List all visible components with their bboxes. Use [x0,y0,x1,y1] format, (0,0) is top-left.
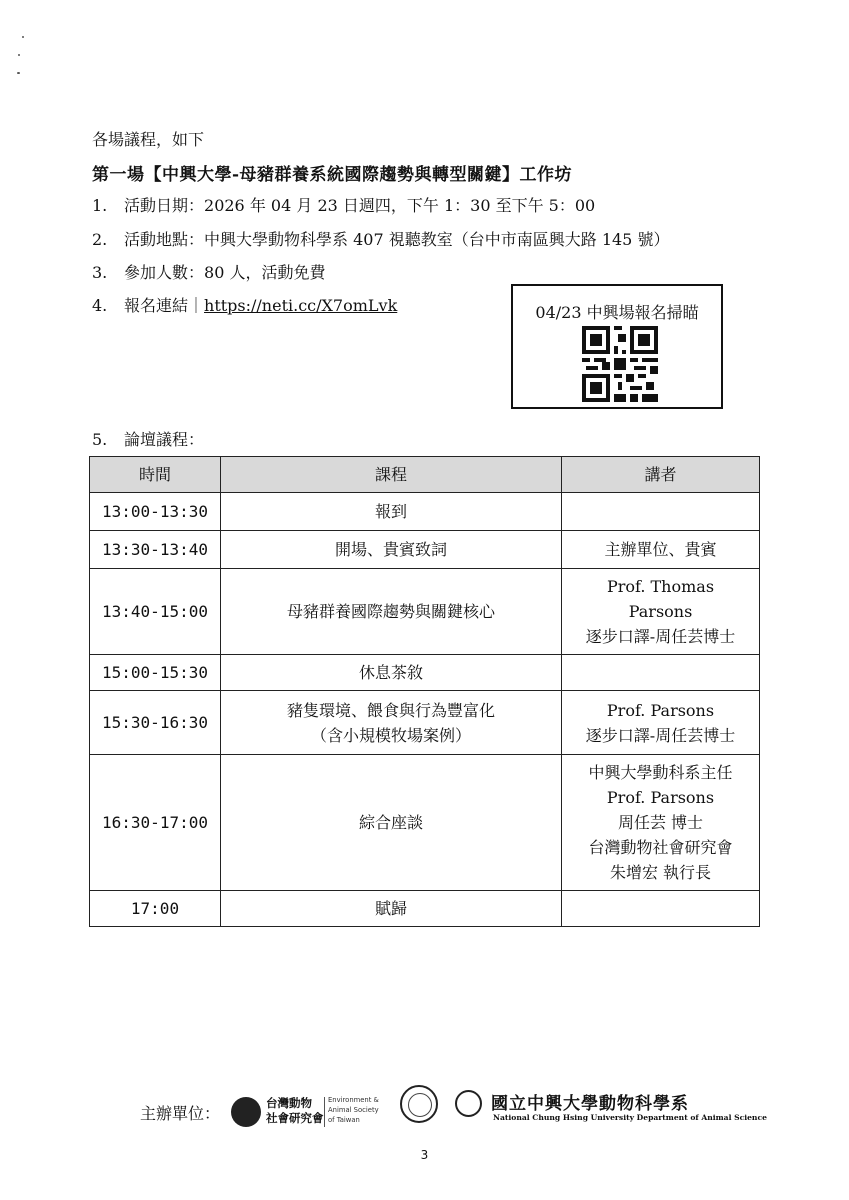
course-line: 綜合座談 [358,813,423,832]
row-course [221,531,562,569]
speaker-line: Prof. Thomas [606,577,715,596]
row-time: 13:00-13:30 [90,493,221,531]
table-row [90,569,760,655]
east-name-en-line: Animal Society [328,1106,379,1114]
row-speaker [562,691,760,755]
info-item-location [92,227,669,250]
workshop-heading: 第一場【中興大學-母豬群養系統國際趨勢與轉型關鍵】工作坊 [92,165,573,185]
header-time: 時間 [90,457,221,493]
item-label: 論壇議程： [124,430,205,449]
scan-speck [18,54,20,56]
intro-text: 各場議程，如下 [92,130,205,149]
organizer-label: 主辦單位： [140,1104,221,1123]
east-name-zh-line: 社會研究會 [266,1111,324,1125]
table-row [90,891,760,927]
east-name-en-line: Environment & [328,1096,379,1104]
event-location: 中興大學動物科學系 407 視聽教室（台中市南區興大路 145 號） [204,230,670,249]
page-number: 3 [420,1148,429,1162]
table-header-row [90,457,760,493]
row-time: 15:00-15:30 [90,655,221,691]
row-speaker [562,531,760,569]
row-speaker [562,755,760,891]
row-course [221,569,562,655]
nchu-emblem-icon [455,1090,482,1117]
agenda-table [89,456,760,927]
event-date: 2026 年 04 月 23 日週四，下午 1：30 至下午 5：00 [204,196,596,215]
row-course [221,655,562,691]
scan-speck [22,36,24,38]
course-line: 豬隻環境、餵食與行為豐富化 [286,700,495,720]
logo-divider [324,1097,325,1127]
row-speaker [562,569,760,655]
table-row [90,755,760,891]
row-speaker [562,493,760,531]
nchu-name-en: National Chung Hsing University Department of Animal Science [493,1113,767,1122]
row-course [221,493,562,531]
header-course: 課程 [221,457,562,493]
row-course [221,755,562,891]
speaker-line: Parsons [628,602,693,621]
table-row [90,691,760,755]
university-seal-icon [400,1085,438,1123]
item-number: 3. [92,263,108,282]
info-item-attendance [92,260,325,283]
row-course [221,891,562,927]
speaker-line: 中興大學動科系主任 [588,763,733,782]
qr-code-icon[interactable] [582,326,658,402]
speaker-line: 逐步口譯-周任芸博士 [585,725,736,745]
east-logo [231,1094,391,1130]
info-item-date [92,193,595,216]
nchu-name-zh: 國立中興大學動物科學系 [491,1094,689,1114]
row-speaker [562,655,760,691]
course-line: 開場、貴賓致詞 [334,540,447,559]
scan-speck [17,72,20,74]
table-row [90,655,760,691]
east-name-zh [266,1096,324,1126]
east-name-en-line: of Taiwan [328,1116,360,1124]
registration-link[interactable]: https://neti.cc/X7omLvk [204,296,398,315]
item-label: 參加人數： [124,263,205,282]
row-time: 15:30-16:30 [90,691,221,755]
east-emblem-icon [231,1097,261,1127]
item-number: 5. [92,430,108,449]
info-item-agenda [92,427,204,450]
row-speaker [562,891,760,927]
table-row [90,531,760,569]
speaker-line: Prof. Parsons [606,788,715,807]
info-item-registration [92,293,397,316]
row-time: 16:30-17:00 [90,755,221,891]
speaker-line: Prof. Parsons [606,700,715,720]
course-line: 母豬群養國際趨勢與關鍵核心 [286,602,495,621]
row-course [221,691,562,755]
speaker-line: 周任芸 博士 [617,813,704,832]
table-row [90,493,760,531]
course-line: 休息茶敘 [358,663,423,682]
row-time: 13:30-13:40 [90,531,221,569]
item-label: 報名連結｜ [124,296,205,315]
speaker-line: 朱增宏 執行長 [609,863,712,882]
item-number: 1. [92,196,108,215]
course-line: （含小規模牧場案例） [310,725,471,745]
item-number: 2. [92,230,108,249]
row-time: 13:40-15:00 [90,569,221,655]
item-label: 活動日期： [124,196,205,215]
item-number: 4. [92,296,108,315]
attendance: 80 人，活動免費 [204,263,326,282]
item-label: 活動地點： [124,230,205,249]
header-speaker: 講者 [562,457,760,493]
east-name-en [328,1095,379,1125]
east-name-zh-line: 台灣動物 [266,1096,312,1110]
course-line: 報到 [374,502,407,521]
speaker-line: 逐步口譯-周任芸博士 [585,627,736,646]
qr-registration-box [511,284,723,409]
course-line: 賦歸 [374,899,407,918]
speaker-line: 台灣動物社會研究會 [588,838,733,857]
speaker-line: 主辦單位、貴賓 [604,540,717,559]
row-time: 17:00 [90,891,221,927]
qr-title: 04/23 中興場報名掃瞄 [535,303,699,322]
